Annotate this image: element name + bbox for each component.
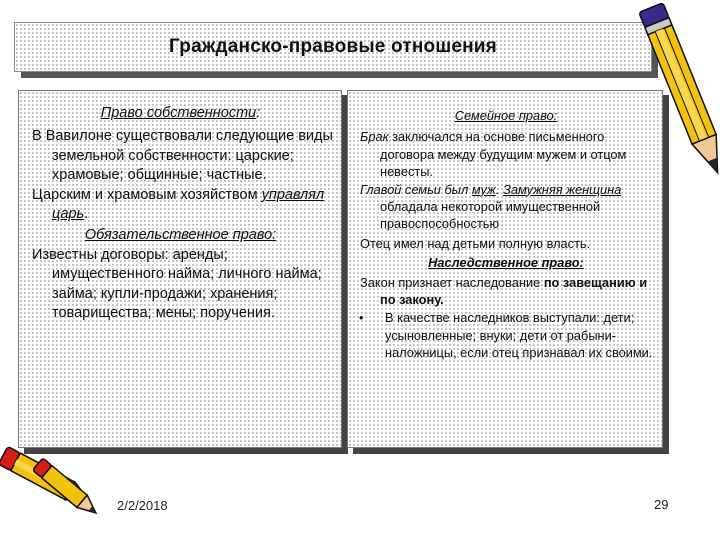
right-paragraph-4: Закон признает наследование по завещанию и по закону. (360, 274, 648, 308)
page-number: 29 (654, 497, 669, 512)
right-paragraph-5: В качестве наследников выступали: дети; усыновленные; внуки; дети от рабыни-наложницы, если отец признавал их своими. (385, 310, 653, 361)
right-heading-2: Наследственное право: (428, 255, 584, 271)
pencil-icon (34, 462, 124, 532)
footer-date: 2/2/2018 (117, 498, 168, 513)
title-box (14, 22, 652, 72)
left-heading-1: Право собственности: (100, 105, 261, 121)
bullet-glyph: • (359, 310, 364, 326)
right-heading-1: Семейное право: (454, 108, 558, 123)
left-paragraph-1: В Вавилоне существовали следующие виды земельной собственности: царские; храмовые; общинные; частные. (32, 128, 333, 184)
right-panel-shadow-bottom (353, 448, 669, 454)
left-paragraph-3: Известны договоры: аренды; имущественного найма; личного найма; займа; купли-продажи; хранения; товарищества; мены; поручения. (32, 246, 322, 322)
left-paragraph-2: Царским и храмовым хозяйством управлял царь. (32, 186, 325, 223)
right-bullet-item (356, 309, 656, 361)
page-title: Гражданско-правовые отношения (169, 36, 497, 57)
left-heading-2: Обязательственное право: (84, 227, 277, 244)
right-paragraph-2: Главой семьи был муж. Замужняя женщина обладала некоторой имущественной правоспособностью (360, 181, 622, 232)
pencil-icon (610, 4, 690, 204)
right-paragraph-1: Брак заключался на основе письменного договора между будущим мужем и отцом невесты. (360, 129, 627, 180)
right-paragraph-3: Отец имел над детьми полную власть. (360, 235, 591, 251)
left-panel (18, 90, 342, 448)
